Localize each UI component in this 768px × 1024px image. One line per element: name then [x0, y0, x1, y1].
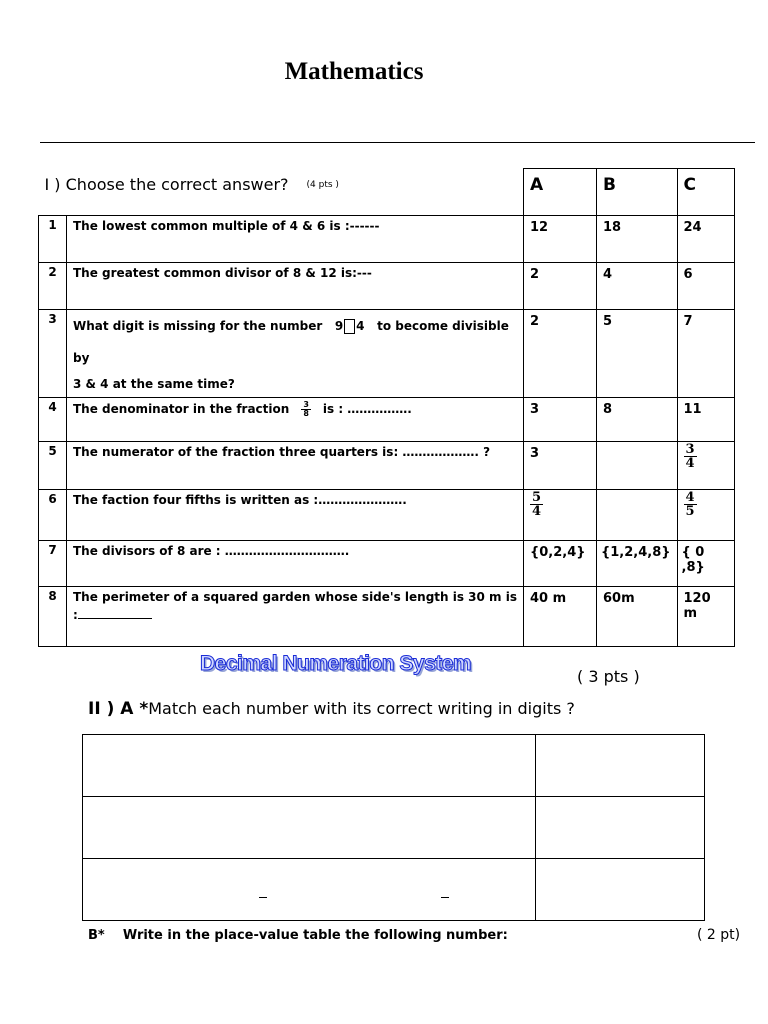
- matching-cell-right: [536, 859, 705, 921]
- row-number: 6: [39, 490, 67, 541]
- question-text: [67, 587, 524, 647]
- sectionB-instruction: Write in the place-value table the following number:: [122, 928, 508, 943]
- fraction: [684, 491, 697, 518]
- fraction-numerator: 4: [685, 490, 695, 505]
- answer-b: 18: [597, 216, 678, 263]
- question-text: The divisors of 8 are : ………………………….: [67, 541, 524, 587]
- answer-b: [597, 490, 678, 541]
- question-line-1: [73, 310, 517, 374]
- question-text: [67, 398, 524, 442]
- fraction-numerator: 5: [532, 490, 542, 505]
- answer-c: 120 m: [677, 587, 734, 647]
- answer-a: [524, 490, 597, 541]
- row-number: 2: [39, 263, 67, 310]
- section-heading: [39, 169, 524, 216]
- answer-a: 2: [524, 263, 597, 310]
- column-header-c: C: [677, 169, 734, 216]
- dash-mark: [259, 897, 267, 898]
- table-row: [39, 398, 735, 442]
- fraction-numerator: 3: [303, 400, 309, 409]
- fraction-numerator: 3: [685, 442, 695, 457]
- fraction: [684, 443, 697, 470]
- row-number: 4: [39, 398, 67, 442]
- answer-a: 40 m: [524, 587, 597, 647]
- sectionB-heading: [88, 928, 508, 943]
- table-row: [39, 490, 735, 541]
- answer-b: 60m: [597, 587, 678, 647]
- table-row: [39, 442, 735, 490]
- table-row: [39, 587, 735, 647]
- column-header-a: A: [524, 169, 597, 216]
- column-header-b: B: [597, 169, 678, 216]
- question-part: is : …………….: [322, 402, 412, 416]
- matching-row: [83, 859, 705, 921]
- question-line-1: The perimeter of a squared garden whose side's length is 30 m is: [73, 590, 517, 604]
- answer-c: [677, 490, 734, 541]
- answer-a: {0,2,4}: [524, 541, 597, 587]
- question-part: to become divisible by: [73, 319, 509, 365]
- row-number: 7: [39, 541, 67, 587]
- answer-b: [597, 442, 678, 490]
- matching-cell-left: [83, 735, 536, 797]
- row-number: 5: [39, 442, 67, 490]
- sectionB-label: B*: [88, 928, 105, 943]
- table-row: [39, 541, 735, 587]
- answer-b: 5: [597, 310, 678, 398]
- question-text: The lowest common multiple of 4 & 6 is :------: [67, 216, 524, 263]
- matching-row: [83, 797, 705, 859]
- row-number: 1: [39, 216, 67, 263]
- answer-a: 3: [524, 398, 597, 442]
- section2-instruction: Match each number with its correct writing in digits ?: [148, 699, 575, 718]
- fraction-denominator: 4: [685, 456, 695, 471]
- answer-a: 2: [524, 310, 597, 398]
- question-text: The faction four fifths is written as :………………….: [67, 490, 524, 541]
- number-left-digit: 9: [334, 319, 344, 333]
- fraction-denominator: 4: [532, 504, 542, 519]
- section-points: (4 pts ): [306, 180, 339, 190]
- question-text: [67, 310, 524, 398]
- matching-table: [82, 734, 705, 921]
- table-row: [39, 263, 735, 310]
- matching-cell-left: [83, 859, 536, 921]
- question-part: What digit is missing for the number: [73, 319, 323, 333]
- answer-c: [677, 442, 734, 490]
- answer-c: { 0 ,8}: [677, 541, 734, 587]
- fraction-denominator: 8: [303, 409, 309, 418]
- table-row: [39, 310, 735, 398]
- answer-a: 3: [524, 442, 597, 490]
- matching-cell-right: [536, 797, 705, 859]
- answer-c: 11: [677, 398, 734, 442]
- answer-b: {1,2,4,8}: [597, 541, 678, 587]
- fraction-denominator: 5: [685, 504, 695, 519]
- question-text: The numerator of the fraction three quarters is: ………………. ?: [67, 442, 524, 490]
- row-number: 3: [39, 310, 67, 398]
- question-text: The greatest common divisor of 8 & 12 is:---: [67, 263, 524, 310]
- answer-c: 7: [677, 310, 734, 398]
- table-header-row: [39, 169, 735, 216]
- answer-b: 8: [597, 398, 678, 442]
- answer-a: 12: [524, 216, 597, 263]
- row-number: 8: [39, 587, 67, 647]
- matching-row: [83, 735, 705, 797]
- section2-heading: [88, 699, 575, 719]
- number-right-digit: 4: [356, 319, 365, 333]
- table-row: [39, 216, 735, 263]
- matching-cell-left: [83, 797, 536, 859]
- fraction: [301, 401, 311, 418]
- question-part: :: [73, 608, 78, 622]
- dash-mark: [441, 897, 449, 898]
- question-line-2: [73, 608, 517, 622]
- answer-c: 24: [677, 216, 734, 263]
- sectionB-points: ( 2 pt): [697, 927, 741, 943]
- section2-label: II ) A *: [88, 699, 149, 719]
- question-part: The denominator in the fraction: [73, 402, 290, 416]
- title-divider: [40, 142, 755, 143]
- section-heading-text: I ) Choose the correct answer?: [44, 174, 289, 194]
- answer-blank-line: [78, 608, 152, 619]
- answer-c: 6: [677, 263, 734, 310]
- section-banner: Decimal Numeration System: [200, 652, 472, 675]
- matching-cell-right: [536, 735, 705, 797]
- question-line-2: 3 & 4 at the same time?: [73, 377, 235, 391]
- questions-table: [38, 168, 735, 647]
- answer-b: 4: [597, 263, 678, 310]
- missing-digit-box: [344, 319, 355, 334]
- page-title: Mathematics: [284, 58, 424, 85]
- fraction: [530, 491, 543, 518]
- section2-points: ( 3 pts ): [577, 667, 640, 686]
